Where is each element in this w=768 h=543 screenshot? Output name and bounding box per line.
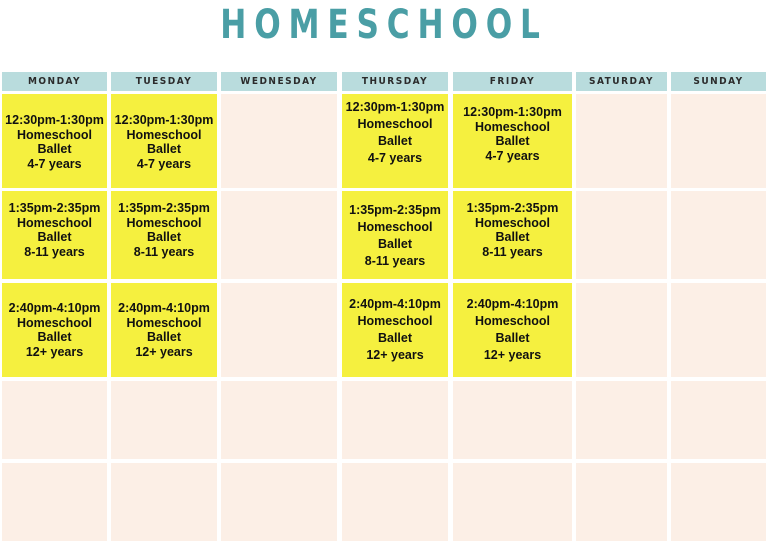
class-style: Ballet (37, 330, 72, 345)
class-ages: 8-11 years (364, 254, 426, 268)
class-name: Homeschool (16, 315, 92, 330)
day-header-wednesday: WEDNESDAY (221, 72, 337, 91)
class-ages: 8-11 years (133, 244, 195, 259)
class-time: 2:40pm-4:10pm (349, 297, 441, 311)
empty-slot (576, 381, 667, 459)
empty-slot (453, 463, 572, 541)
class-ages: 12+ years (483, 348, 542, 362)
class-time: 1:35pm-2:35pm (118, 201, 210, 215)
class-name: Homeschool (474, 314, 550, 328)
day-header-saturday: SATURDAY (576, 72, 667, 91)
class-slot (111, 283, 217, 377)
class-style: Ballet (495, 134, 530, 149)
empty-slot (576, 283, 667, 377)
class-slot (342, 191, 448, 279)
empty-slot (111, 463, 217, 541)
empty-slot (453, 381, 572, 459)
empty-slot (671, 283, 766, 377)
empty-slot (671, 191, 766, 279)
class-ages: 4-7 years (27, 156, 82, 171)
class-name: Homeschool (126, 215, 202, 230)
class-slot (453, 94, 572, 188)
empty-slot (221, 283, 337, 377)
class-name: Homeschool (16, 215, 92, 230)
class-ages: 4-7 years (136, 156, 192, 171)
class-name: Homeschool (357, 117, 433, 131)
class-name: Homeschool (16, 127, 92, 142)
class-style: Ballet (146, 230, 182, 245)
class-name: Homeschool (357, 220, 433, 234)
class-style: Ballet (377, 237, 413, 251)
class-style: Ballet (146, 142, 182, 157)
class-ages: 4-7 years (485, 148, 540, 163)
empty-slot (576, 191, 667, 279)
class-time: 1:35pm-2:35pm (466, 201, 559, 215)
class-name: Homeschool (126, 127, 202, 142)
class-name: Homeschool (126, 315, 202, 330)
class-slot (453, 283, 572, 377)
day-header-thursday: THURSDAY (342, 72, 448, 91)
empty-slot (342, 381, 448, 459)
class-slot (2, 283, 107, 377)
empty-slot (111, 381, 217, 459)
day-header-monday: MONDAY (2, 72, 107, 91)
class-slot (111, 191, 217, 279)
class-time: 1:35pm-2:35pm (349, 203, 441, 217)
empty-slot (671, 94, 766, 188)
empty-slot (221, 463, 337, 541)
class-style: Ballet (495, 331, 530, 345)
class-time: 2:40pm-4:10pm (118, 301, 210, 315)
class-time: 12:30pm-1:30pm (463, 105, 562, 119)
class-ages: 12+ years (25, 344, 84, 359)
class-time: 12:30pm-1:30pm (5, 113, 104, 127)
class-style: Ballet (37, 230, 72, 245)
class-slot (342, 94, 448, 188)
class-name: Homeschool (474, 119, 550, 134)
class-style: Ballet (37, 142, 72, 157)
class-slot (2, 94, 107, 188)
empty-slot (2, 381, 107, 459)
empty-slot (221, 191, 337, 279)
empty-slot (671, 463, 766, 541)
day-header-sunday: SUNDAY (671, 72, 766, 91)
class-slot (2, 191, 107, 279)
empty-slot (342, 463, 448, 541)
class-time: 1:35pm-2:35pm (8, 201, 101, 215)
class-ages: 4-7 years (367, 151, 423, 165)
class-name: Homeschool (357, 314, 433, 328)
class-time: 12:30pm-1:30pm (114, 113, 214, 127)
class-slot (453, 191, 572, 279)
empty-slot (671, 381, 766, 459)
page-title: HOMESCHOOL (220, 2, 548, 48)
class-ages: 8-11 years (24, 244, 85, 259)
class-ages: 8-11 years (482, 244, 543, 259)
class-time: 12:30pm-1:30pm (345, 100, 445, 114)
empty-slot (221, 94, 337, 188)
class-slot (111, 94, 217, 188)
class-time: 2:40pm-4:10pm (466, 297, 559, 311)
empty-slot (221, 381, 337, 459)
class-name: Homeschool (474, 215, 550, 230)
class-time: 2:40pm-4:10pm (8, 301, 101, 315)
class-ages: 12+ years (366, 348, 424, 362)
class-style: Ballet (495, 230, 530, 245)
day-header-friday: FRIDAY (453, 72, 572, 91)
class-slot (342, 283, 448, 377)
empty-slot (2, 463, 107, 541)
class-ages: 12+ years (135, 344, 193, 359)
day-header-tuesday: TUESDAY (111, 72, 217, 91)
empty-slot (576, 94, 667, 188)
class-style: Ballet (146, 330, 182, 345)
class-style: Ballet (377, 134, 413, 148)
empty-slot (576, 463, 667, 541)
class-style: Ballet (377, 331, 413, 345)
